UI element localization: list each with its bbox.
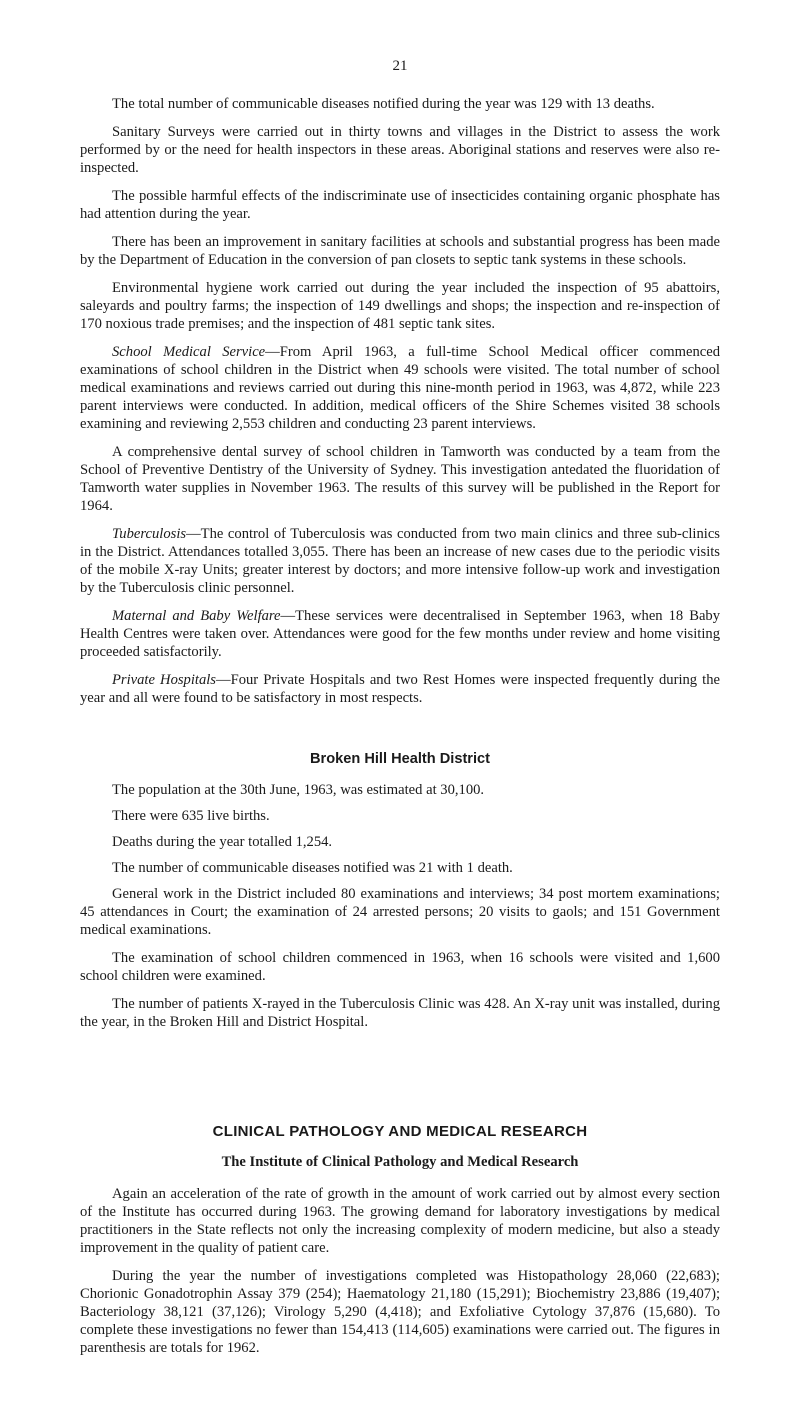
paragraph-sanitary-surveys: Sanitary Surveys were carried out in thirty towns and villages in the District to assess the work performed by or the need for health inspectors in these areas. Aboriginal stations and reserves were also re-inspected. — [80, 124, 720, 176]
text-school-medical-service: —From April 1963, a full-time School Medical officer commenced examinations of school children in the District when 49 schools were visited. The total number of school medical examinations and reviews carried out during this nine-month period in 1963, was 4,872, while 223 parent interviews were conducted. In addition, medical officers of the Shire Schemes visited 38 schools examining and reviewing 2,553 children and conducting 23 parent interviews. — [80, 344, 720, 432]
paragraph-private-hospitals — [80, 671, 720, 707]
text-maternal-baby-welfare: —These services were decentralised in September 1963, when 18 Baby Health Centres were taken over. Attendances were good for the few months under review and home visiting proceeded satisfactorily. — [80, 608, 721, 660]
paragraph-general-work: General work in the District included 80 examinations and interviews; 34 post mortem examinations; 45 attendances in Court; the examination of 24 arrested persons; 20 visits to gaols; and 151 Government medical examinations. — [80, 886, 720, 938]
text-private-hospitals: —Four Private Hospitals and two Rest Homes were inspected frequently during the year and all were found to be satisfactory in most respects. — [80, 672, 720, 706]
paragraph-school-examination: The examination of school children commenced in 1963, when 16 schools were visited and 1,600 school children were examined. — [80, 950, 720, 984]
paragraph-school-medical-service — [80, 343, 720, 433]
paragraph-environmental-hygiene: Environmental hygiene work carried out during the year included the inspection of 95 abattoirs, saleyards and poultry farms; the inspection of 149 dwellings and shops; the inspection and re-inspection of 170 noxious trade premises; and the inspection of 481 septic tank sites. — [80, 280, 720, 332]
paragraph-insecticides: The possible harmful effects of the indiscriminate use of insecticides containing organic phosphate has had attention during the year. — [80, 188, 720, 222]
lead-tuberculosis: Tuberculosis — [112, 526, 187, 542]
line-live-births: There were 635 live births. — [112, 808, 270, 824]
document-page — [80, 58, 720, 1367]
lead-maternal-baby-welfare: Maternal and Baby Welfare — [112, 608, 281, 624]
text-tuberculosis: —The control of Tuberculosis was conducted from two main clinics and three sub-clinics in the District. Attendances totalled 3,055. There has been an increase of new cases due to the periodic visits of the mobile X-ray Units; greater interest by doctors; and more intensive follow-up work and investigation by the Tuberculosis clinic personnel. — [80, 526, 720, 596]
line-deaths: Deaths during the year totalled 1,254. — [112, 834, 333, 850]
paragraph-xray: The number of patients X-rayed in the Tuberculosis Clinic was 428. An X-ray unit was installed, during the year, in the Broken Hill and District Hospital. — [80, 996, 720, 1030]
page-number: 21 — [392, 58, 408, 74]
line-population: The population at the 30th June, 1963, was estimated at 30,100. — [112, 782, 485, 798]
line-communicable-diseases: The number of communicable diseases notified was 21 with 1 death. — [112, 860, 513, 876]
paragraph-maternal-baby-welfare — [80, 607, 720, 661]
paragraph-tuberculosis — [80, 525, 720, 597]
heading-clinical-pathology: CLINICAL PATHOLOGY AND MEDICAL RESEARCH — [212, 1123, 588, 1140]
paragraph-dental-survey: A comprehensive dental survey of school children in Tamworth was conducted by a team from the School of Preventive Dentistry of the University of Sydney. This investigation antedated the fluoridation of Tamworth water supplies in November 1963. The results of this survey will be published in the Report for 1964. — [80, 444, 720, 514]
paragraph-investigations: During the year the number of investigations completed was Histopathology 28,060 (22,683); Chorionic Gonadotrophin Assay 379 (254); Haematology 21,180 (15,291); Biochemistry 23,886 (19,407); Bacteriology 38,121 (37,126); Virology 5,290 (4,418); and Exfoliative Cytology 37,876 (15,680). To complete these investigations no fewer than 154,413 (114,605) examinations were carried out. The figures in parenthesis are totals for 1962. — [80, 1268, 720, 1356]
paragraph-school-sanitation: There has been an improvement in sanitary facilities at schools and substantial progress has been made by the Department of Education in the conversion of pan closets to septic tank systems in these schools. — [80, 234, 720, 268]
paragraph-acceleration: Again an acceleration of the rate of growth in the amount of work carried out by almost every section of the Institute has occurred during 1963. The growing demand for laboratory investigations by medical practitioners in the State reflects not only the increasing complexity of modern medicine, but also a steady improvement in the quality of patient care. — [80, 1186, 720, 1256]
heading-broken-hill: Broken Hill Health District — [309, 751, 491, 767]
subheading-institute: The Institute of Clinical Pathology and Medical Research — [221, 1154, 579, 1170]
lead-school-medical-service: School Medical Service — [112, 344, 266, 360]
lead-private-hospitals: Private Hospitals — [112, 672, 216, 688]
paragraph-communicable-diseases: The total number of communicable diseases notified during the year was 129 with 13 deaths. — [112, 96, 655, 112]
